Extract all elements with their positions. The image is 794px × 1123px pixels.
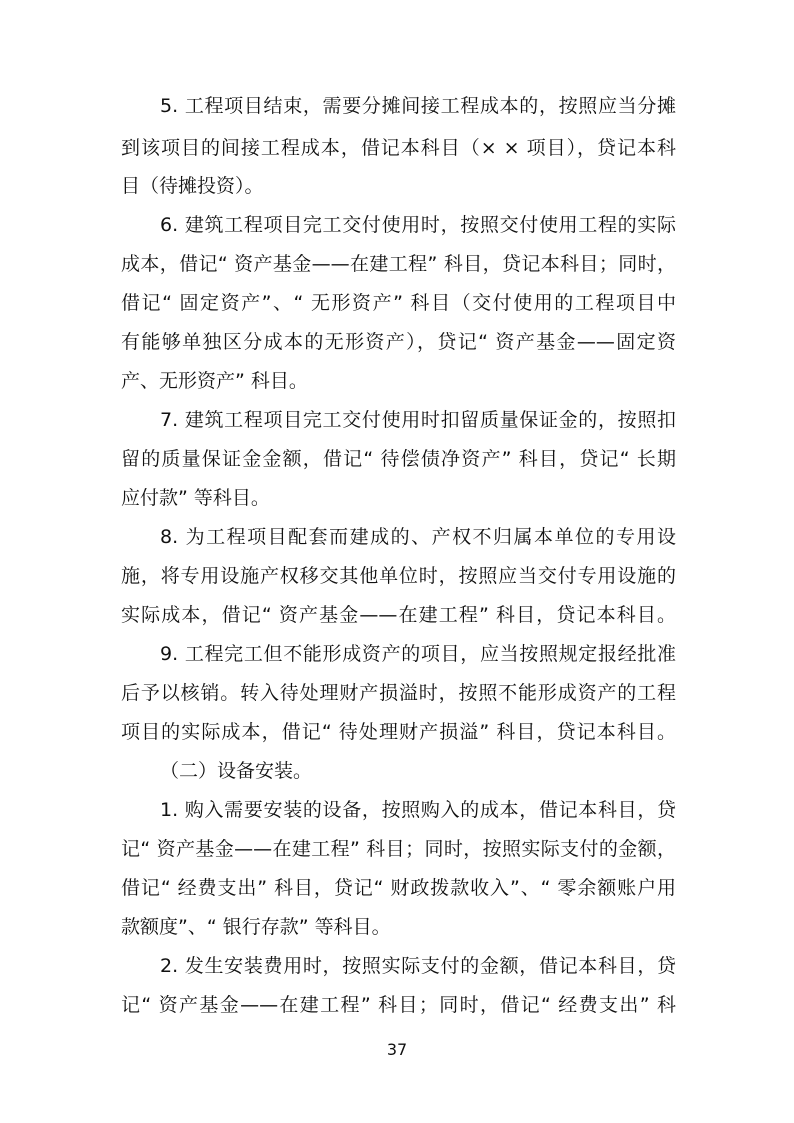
section-heading-equipment-installation: （二）设备安装。 [160,760,313,782]
paragraph-9-line-2: 后予以核销。转入待处理财产损溢时，按照不能形成资产的工程 [121,682,676,704]
paragraph-5-line-3: 目（待摊投资）。 [121,175,264,197]
paragraph-7-line-1: 7. 建筑工程项目完工交付使用时扣留质量保证金的，按照扣 [160,409,676,431]
paragraph-7-line-2: 留的质量保证金金额，借记“ 待偿债净资产” 科目，贷记“ 长期 [121,448,676,470]
page-number: 37 [386,1040,408,1059]
paragraph-9-line-3: 项目的实际成本，借记“ 待处理财产损溢” 科目，贷记本科目。 [121,721,676,743]
paragraph-8-line-2: 施，将专用设施产权移交其他单位时，按照应当交付专用设施的 [121,565,676,587]
equipment-paragraph-1-line-1: 1. 购入需要安装的设备，按照购入的成本，借记本科目，贷 [160,799,676,821]
equipment-paragraph-2-line-2: 记“ 资产基金——在建工程” 科目；同时，借记“ 经费支出” 科 [121,994,676,1016]
paragraph-6-line-2: 成本，借记“ 资产基金——在建工程” 科目，贷记本科目；同时， [121,253,676,275]
equipment-paragraph-1-line-2: 记“ 资产基金——在建工程” 科目；同时，按照实际支付的金额， [121,838,676,860]
paragraph-8-line-3: 实际成本，借记“ 资产基金——在建工程” 科目，贷记本科目。 [121,604,676,626]
paragraph-9-line-1: 9. 工程完工但不能形成资产的项目，应当按照规定报经批准 [160,643,676,665]
paragraph-8-line-1: 8. 为工程项目配套而建成的、产权不归属本单位的专用设 [160,526,676,548]
paragraph-6-line-1: 6. 建筑工程项目完工交付使用时，按照交付使用工程的实际 [160,214,676,236]
paragraph-6-line-3: 借记“ 固定资产”、“ 无形资产” 科目（交付使用的工程项目中 [121,292,676,314]
paragraph-6-line-5: 产、无形资产” 科目。 [121,370,308,392]
paragraph-6-line-4: 有能够单独区分成本的无形资产），贷记“ 资产基金——固定资 [121,331,676,353]
paragraph-5-line-2: 到该项目的间接工程成本，借记本科目（× × 项目），贷记本科 [121,137,676,159]
equipment-paragraph-1-line-3: 借记“ 经费支出” 科目，贷记“ 财政拨款收入”、“ 零余额账户用 [121,877,676,899]
paragraph-5-line-1: 5. 工程项目结束，需要分摊间接工程成本的，按照应当分摊 [160,95,676,117]
paragraph-7-line-3: 应付款” 等科目。 [121,487,270,509]
equipment-paragraph-2-line-1: 2. 发生安装费用时，按照实际支付的金额，借记本科目，贷 [160,955,676,977]
equipment-paragraph-1-line-4: 款额度”、“ 银行存款” 等科目。 [121,916,391,938]
